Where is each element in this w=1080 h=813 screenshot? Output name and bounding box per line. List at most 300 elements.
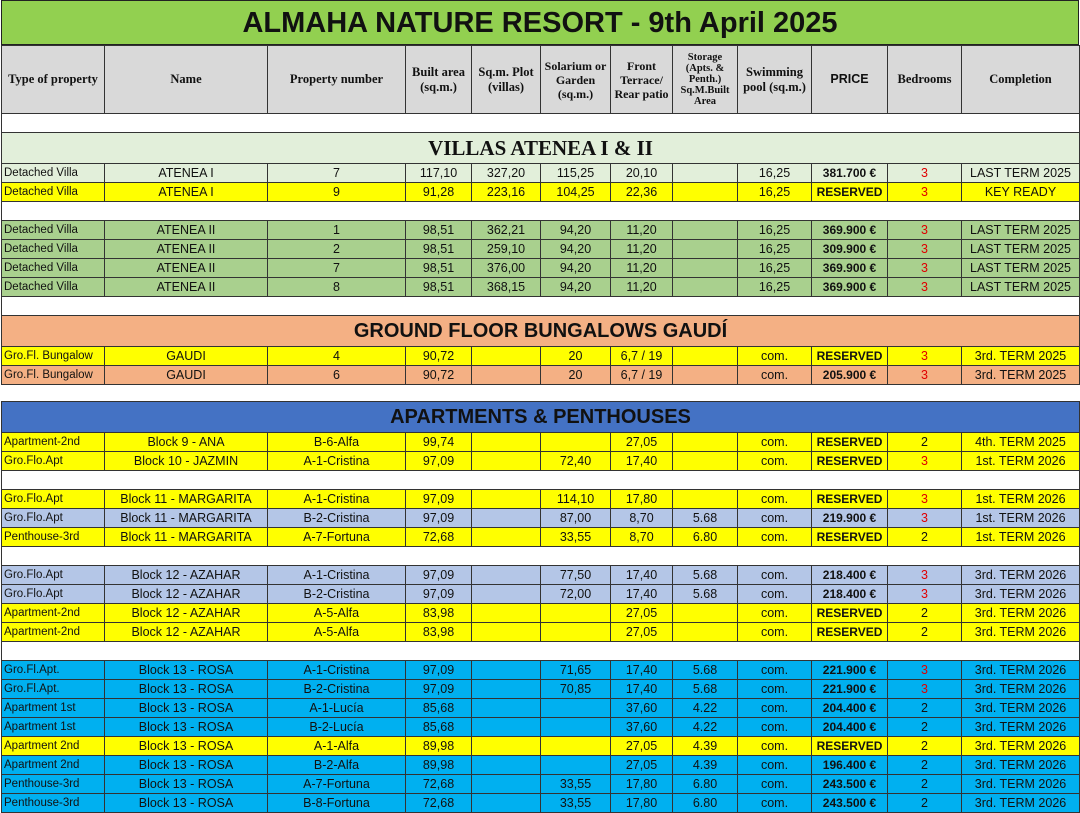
cell-name: Block 13 - ROSA <box>105 794 268 813</box>
cell-bedrooms: 3 <box>888 366 962 385</box>
section-title: APARTMENTS & PENTHOUSES <box>2 402 1080 433</box>
cell-price: RESERVED <box>812 623 888 642</box>
cell-bedrooms: 2 <box>888 794 962 813</box>
cell-name: ATENEA II <box>105 278 268 297</box>
cell-property-number: 9 <box>268 183 406 202</box>
spacer-row <box>2 297 1080 316</box>
section-title: VILLAS ATENEA I & II <box>2 133 1080 164</box>
cell-completion: 3rd. TERM 2026 <box>962 775 1080 794</box>
section-bungalows <box>2 316 1080 347</box>
cell-built-area: 98,51 <box>406 240 472 259</box>
cell-price: 309.900 € <box>812 240 888 259</box>
cell-plot <box>472 347 541 366</box>
cell-storage: 6.80 <box>673 528 738 547</box>
cell-property-number: B-2-Lucía <box>268 718 406 737</box>
cell-name: Block 13 - ROSA <box>105 699 268 718</box>
cell-type: Apartment-2nd <box>2 623 105 642</box>
cell-built-area: 97,09 <box>406 680 472 699</box>
table-row <box>2 221 1080 240</box>
cell-front-terrace: 17,80 <box>611 794 673 813</box>
cell-plot: 327,20 <box>472 164 541 183</box>
header-bedrooms: Bedrooms <box>888 46 962 114</box>
cell-storage: 4.39 <box>673 756 738 775</box>
spacer-row <box>2 385 1080 402</box>
cell-completion: 4th. TERM 2025 <box>962 433 1080 452</box>
cell-bedrooms: 3 <box>888 452 962 471</box>
cell-front-terrace: 6,7 / 19 <box>611 366 673 385</box>
cell-front-terrace: 11,20 <box>611 240 673 259</box>
cell-price: 369.900 € <box>812 278 888 297</box>
cell-type: Gro.Flo.Apt <box>2 490 105 509</box>
cell-price: 221.900 € <box>812 680 888 699</box>
header-price: PRICE <box>812 46 888 114</box>
cell-solarium <box>541 737 611 756</box>
cell-pool: com. <box>738 718 812 737</box>
cell-bedrooms: 3 <box>888 566 962 585</box>
cell-built-area: 72,68 <box>406 775 472 794</box>
cell-name: Block 13 - ROSA <box>105 680 268 699</box>
cell-solarium: 94,20 <box>541 240 611 259</box>
cell-pool: com. <box>738 775 812 794</box>
header-storage: Storage (Apts. & Penth.) Sq.M.Built Area <box>673 46 738 114</box>
cell-property-number: A-5-Alfa <box>268 623 406 642</box>
cell-built-area: 91,28 <box>406 183 472 202</box>
sheet-title: ALMAHA NATURE RESORT - 9th April 2025 <box>1 0 1079 45</box>
cell-front-terrace: 17,40 <box>611 452 673 471</box>
cell-name: ATENEA I <box>105 164 268 183</box>
cell-pool: 16,25 <box>738 278 812 297</box>
cell-solarium: 20 <box>541 366 611 385</box>
cell-property-number: B-6-Alfa <box>268 433 406 452</box>
cell-built-area: 72,68 <box>406 794 472 813</box>
table-row <box>2 585 1080 604</box>
cell-solarium <box>541 623 611 642</box>
cell-plot <box>472 718 541 737</box>
cell-completion: LAST TERM 2025 <box>962 240 1080 259</box>
cell-storage: 4.22 <box>673 718 738 737</box>
cell-plot <box>472 433 541 452</box>
cell-completion: 3rd. TERM 2026 <box>962 737 1080 756</box>
cell-type: Penthouse-3rd <box>2 528 105 547</box>
cell-built-area: 98,51 <box>406 278 472 297</box>
table-row <box>2 528 1080 547</box>
cell-pool: 16,25 <box>738 259 812 278</box>
cell-pool: com. <box>738 680 812 699</box>
cell-built-area: 97,09 <box>406 661 472 680</box>
cell-name: ATENEA II <box>105 221 268 240</box>
cell-bedrooms: 3 <box>888 221 962 240</box>
cell-storage <box>673 221 738 240</box>
cell-name: GAUDI <box>105 347 268 366</box>
cell-plot: 223,16 <box>472 183 541 202</box>
cell-built-area: 97,09 <box>406 490 472 509</box>
cell-solarium: 115,25 <box>541 164 611 183</box>
cell-front-terrace: 17,40 <box>611 585 673 604</box>
cell-price: 221.900 € <box>812 661 888 680</box>
cell-bedrooms: 2 <box>888 718 962 737</box>
cell-property-number: A-1-Alfa <box>268 737 406 756</box>
cell-built-area: 83,98 <box>406 623 472 642</box>
cell-pool: com. <box>738 585 812 604</box>
cell-completion: KEY READY <box>962 183 1080 202</box>
header-name: Name <box>105 46 268 114</box>
cell-storage <box>673 240 738 259</box>
cell-property-number: 7 <box>268 259 406 278</box>
cell-name: Block 12 - AZAHAR <box>105 566 268 585</box>
table-row <box>2 452 1080 471</box>
cell-storage <box>673 623 738 642</box>
spacer-row <box>2 471 1080 490</box>
cell-type: Detached Villa <box>2 259 105 278</box>
cell-price: RESERVED <box>812 528 888 547</box>
cell-storage <box>673 490 738 509</box>
header-plot: Sq.m. Plot (villas) <box>472 46 541 114</box>
cell-solarium: 87,00 <box>541 509 611 528</box>
cell-bedrooms: 3 <box>888 259 962 278</box>
cell-price: RESERVED <box>812 604 888 623</box>
header-completion: Completion <box>962 46 1080 114</box>
cell-built-area: 97,09 <box>406 566 472 585</box>
cell-built-area: 97,09 <box>406 585 472 604</box>
cell-completion: 3rd. TERM 2026 <box>962 680 1080 699</box>
header-pool: Swimming pool (sq.m.) <box>738 46 812 114</box>
cell-built-area: 97,09 <box>406 452 472 471</box>
cell-solarium: 72,00 <box>541 585 611 604</box>
cell-storage: 4.22 <box>673 699 738 718</box>
cell-pool: com. <box>738 528 812 547</box>
cell-completion: 3rd. TERM 2025 <box>962 347 1080 366</box>
section-title: GROUND FLOOR BUNGALOWS GAUDÍ <box>2 316 1080 347</box>
cell-solarium: 33,55 <box>541 775 611 794</box>
cell-front-terrace: 22,36 <box>611 183 673 202</box>
cell-bedrooms: 2 <box>888 604 962 623</box>
cell-bedrooms: 2 <box>888 699 962 718</box>
cell-price: RESERVED <box>812 183 888 202</box>
header-row <box>2 46 1080 114</box>
table-row <box>2 259 1080 278</box>
cell-pool: 16,25 <box>738 221 812 240</box>
table-row <box>2 347 1080 366</box>
cell-bedrooms: 2 <box>888 623 962 642</box>
cell-solarium <box>541 699 611 718</box>
cell-bedrooms: 2 <box>888 775 962 794</box>
cell-storage <box>673 278 738 297</box>
cell-front-terrace: 17,40 <box>611 661 673 680</box>
cell-pool: com. <box>738 347 812 366</box>
cell-completion: LAST TERM 2025 <box>962 164 1080 183</box>
cell-pool: com. <box>738 366 812 385</box>
cell-property-number: 7 <box>268 164 406 183</box>
cell-property-number: A-1-Cristina <box>268 490 406 509</box>
cell-name: Block 10 - JAZMIN <box>105 452 268 471</box>
table-row <box>2 433 1080 452</box>
cell-name: Block 12 - AZAHAR <box>105 604 268 623</box>
cell-front-terrace: 27,05 <box>611 604 673 623</box>
cell-name: GAUDI <box>105 366 268 385</box>
cell-front-terrace: 17,40 <box>611 680 673 699</box>
cell-built-area: 85,68 <box>406 718 472 737</box>
cell-solarium: 94,20 <box>541 221 611 240</box>
cell-plot: 259,10 <box>472 240 541 259</box>
cell-name: Block 13 - ROSA <box>105 756 268 775</box>
cell-solarium: 33,55 <box>541 794 611 813</box>
cell-completion: 3rd. TERM 2026 <box>962 699 1080 718</box>
table-row <box>2 680 1080 699</box>
cell-plot <box>472 585 541 604</box>
cell-plot <box>472 604 541 623</box>
cell-plot <box>472 775 541 794</box>
cell-front-terrace: 20,10 <box>611 164 673 183</box>
table-row <box>2 661 1080 680</box>
section-villas <box>2 133 1080 164</box>
cell-storage <box>673 347 738 366</box>
cell-solarium: 20 <box>541 347 611 366</box>
cell-pool: com. <box>738 604 812 623</box>
cell-completion: LAST TERM 2025 <box>962 221 1080 240</box>
cell-type: Apartment 1st <box>2 718 105 737</box>
cell-type: Gro.Fl. Bungalow <box>2 347 105 366</box>
cell-price: 369.900 € <box>812 221 888 240</box>
table-row <box>2 490 1080 509</box>
cell-built-area: 98,51 <box>406 221 472 240</box>
cell-plot <box>472 566 541 585</box>
cell-completion: 3rd. TERM 2026 <box>962 718 1080 737</box>
cell-price: 219.900 € <box>812 509 888 528</box>
cell-property-number: 6 <box>268 366 406 385</box>
cell-built-area: 97,09 <box>406 509 472 528</box>
cell-storage: 4.39 <box>673 737 738 756</box>
cell-property-number: 2 <box>268 240 406 259</box>
cell-plot <box>472 452 541 471</box>
cell-type: Gro.Flo.Apt <box>2 566 105 585</box>
cell-plot <box>472 680 541 699</box>
cell-price: RESERVED <box>812 347 888 366</box>
cell-solarium <box>541 718 611 737</box>
cell-completion: 3rd. TERM 2026 <box>962 566 1080 585</box>
cell-type: Gro.Fl. Bungalow <box>2 366 105 385</box>
cell-pool: com. <box>738 566 812 585</box>
cell-completion: 3rd. TERM 2026 <box>962 604 1080 623</box>
cell-bedrooms: 2 <box>888 433 962 452</box>
cell-pool: com. <box>738 794 812 813</box>
cell-storage <box>673 366 738 385</box>
cell-type: Apartment-2nd <box>2 604 105 623</box>
cell-property-number: B-2-Alfa <box>268 756 406 775</box>
cell-bedrooms: 3 <box>888 661 962 680</box>
cell-front-terrace: 11,20 <box>611 221 673 240</box>
cell-solarium: 104,25 <box>541 183 611 202</box>
cell-pool: com. <box>738 433 812 452</box>
cell-price: 218.400 € <box>812 585 888 604</box>
cell-pool: com. <box>738 737 812 756</box>
cell-pool: com. <box>738 623 812 642</box>
cell-price: RESERVED <box>812 490 888 509</box>
cell-storage: 6.80 <box>673 775 738 794</box>
cell-price: RESERVED <box>812 433 888 452</box>
cell-property-number: 8 <box>268 278 406 297</box>
cell-plot <box>472 756 541 775</box>
cell-front-terrace: 17,40 <box>611 566 673 585</box>
cell-price: 205.900 € <box>812 366 888 385</box>
cell-bedrooms: 3 <box>888 347 962 366</box>
cell-front-terrace: 17,80 <box>611 775 673 794</box>
cell-price: 204.400 € <box>812 699 888 718</box>
cell-name: Block 11 - MARGARITA <box>105 490 268 509</box>
header-type: Type of property <box>2 46 105 114</box>
cell-price: 218.400 € <box>812 566 888 585</box>
section-apartments <box>2 402 1080 433</box>
cell-type: Gro.Fl.Apt. <box>2 661 105 680</box>
cell-property-number: A-1-Cristina <box>268 661 406 680</box>
cell-built-area: 89,98 <box>406 737 472 756</box>
cell-storage <box>673 604 738 623</box>
cell-completion: 3rd. TERM 2026 <box>962 794 1080 813</box>
table-row <box>2 623 1080 642</box>
cell-completion: 1st. TERM 2026 <box>962 490 1080 509</box>
cell-type: Detached Villa <box>2 183 105 202</box>
cell-completion: LAST TERM 2025 <box>962 278 1080 297</box>
spacer-row <box>2 202 1080 221</box>
cell-price: 243.500 € <box>812 794 888 813</box>
cell-property-number: B-2-Cristina <box>268 585 406 604</box>
cell-pool: com. <box>738 756 812 775</box>
cell-storage <box>673 452 738 471</box>
cell-solarium: 77,50 <box>541 566 611 585</box>
cell-bedrooms: 3 <box>888 585 962 604</box>
cell-storage <box>673 164 738 183</box>
cell-completion: 3rd. TERM 2025 <box>962 366 1080 385</box>
cell-price: 369.900 € <box>812 259 888 278</box>
cell-property-number: A-1-Cristina <box>268 452 406 471</box>
cell-type: Gro.Flo.Apt <box>2 585 105 604</box>
cell-built-area: 98,51 <box>406 259 472 278</box>
cell-front-terrace: 6,7 / 19 <box>611 347 673 366</box>
cell-solarium: 70,85 <box>541 680 611 699</box>
header-solarium: Solarium or Garden (sq.m.) <box>541 46 611 114</box>
cell-bedrooms: 3 <box>888 164 962 183</box>
cell-completion: LAST TERM 2025 <box>962 259 1080 278</box>
cell-property-number: A-7-Fortuna <box>268 528 406 547</box>
table-row <box>2 699 1080 718</box>
cell-name: Block 11 - MARGARITA <box>105 528 268 547</box>
cell-property-number: 1 <box>268 221 406 240</box>
cell-property-number: B-2-Cristina <box>268 680 406 699</box>
price-table <box>1 45 1080 813</box>
cell-built-area: 99,74 <box>406 433 472 452</box>
cell-property-number: B-8-Fortuna <box>268 794 406 813</box>
cell-bedrooms: 3 <box>888 183 962 202</box>
cell-plot: 376,00 <box>472 259 541 278</box>
cell-front-terrace: 8,70 <box>611 528 673 547</box>
cell-price: 196.400 € <box>812 756 888 775</box>
cell-built-area: 72,68 <box>406 528 472 547</box>
cell-name: Block 13 - ROSA <box>105 775 268 794</box>
cell-storage <box>673 433 738 452</box>
cell-type: Gro.Flo.Apt <box>2 452 105 471</box>
table-row <box>2 737 1080 756</box>
cell-price: RESERVED <box>812 452 888 471</box>
cell-property-number: A-5-Alfa <box>268 604 406 623</box>
cell-pool: com. <box>738 452 812 471</box>
cell-bedrooms: 2 <box>888 737 962 756</box>
cell-built-area: 85,68 <box>406 699 472 718</box>
cell-plot <box>472 490 541 509</box>
header-property-number: Property number <box>268 46 406 114</box>
cell-storage: 6.80 <box>673 794 738 813</box>
cell-name: ATENEA II <box>105 240 268 259</box>
cell-plot <box>472 528 541 547</box>
cell-solarium: 71,65 <box>541 661 611 680</box>
cell-completion: 3rd. TERM 2026 <box>962 661 1080 680</box>
spacer-row <box>2 547 1080 566</box>
cell-front-terrace: 17,80 <box>611 490 673 509</box>
cell-property-number: 4 <box>268 347 406 366</box>
cell-plot <box>472 661 541 680</box>
cell-type: Penthouse-3rd <box>2 775 105 794</box>
cell-storage: 5.68 <box>673 680 738 699</box>
cell-bedrooms: 2 <box>888 756 962 775</box>
table-row <box>2 566 1080 585</box>
table-row <box>2 278 1080 297</box>
cell-solarium: 33,55 <box>541 528 611 547</box>
table-row <box>2 775 1080 794</box>
cell-built-area: 90,72 <box>406 366 472 385</box>
table-row <box>2 164 1080 183</box>
cell-property-number: A-1-Cristina <box>268 566 406 585</box>
cell-storage <box>673 183 738 202</box>
table-row <box>2 366 1080 385</box>
cell-solarium: 94,20 <box>541 278 611 297</box>
table-row <box>2 183 1080 202</box>
cell-name: ATENEA II <box>105 259 268 278</box>
cell-bedrooms: 2 <box>888 528 962 547</box>
cell-property-number: B-2-Cristina <box>268 509 406 528</box>
cell-name: Block 13 - ROSA <box>105 718 268 737</box>
cell-front-terrace: 27,05 <box>611 433 673 452</box>
cell-price: 381.700 € <box>812 164 888 183</box>
cell-bedrooms: 3 <box>888 278 962 297</box>
table-row <box>2 756 1080 775</box>
cell-name: ATENEA I <box>105 183 268 202</box>
cell-pool: com. <box>738 661 812 680</box>
table-row <box>2 604 1080 623</box>
cell-pool: 16,25 <box>738 240 812 259</box>
cell-property-number: A-1-Lucía <box>268 699 406 718</box>
cell-storage: 5.68 <box>673 509 738 528</box>
cell-name: Block 13 - ROSA <box>105 737 268 756</box>
cell-front-terrace: 11,20 <box>611 259 673 278</box>
cell-name: Block 9 - ANA <box>105 433 268 452</box>
table-row <box>2 718 1080 737</box>
cell-solarium <box>541 604 611 623</box>
cell-type: Gro.Flo.Apt <box>2 509 105 528</box>
cell-storage <box>673 259 738 278</box>
cell-completion: 3rd. TERM 2026 <box>962 756 1080 775</box>
cell-type: Detached Villa <box>2 240 105 259</box>
cell-completion: 3rd. TERM 2026 <box>962 623 1080 642</box>
cell-name: Block 13 - ROSA <box>105 661 268 680</box>
cell-name: Block 12 - AZAHAR <box>105 623 268 642</box>
cell-completion: 1st. TERM 2026 <box>962 452 1080 471</box>
cell-built-area: 90,72 <box>406 347 472 366</box>
header-front-terrace: Front Terrace/ Rear patio <box>611 46 673 114</box>
cell-type: Apartment 2nd <box>2 756 105 775</box>
cell-plot <box>472 737 541 756</box>
cell-type: Apartment 2nd <box>2 737 105 756</box>
cell-built-area: 83,98 <box>406 604 472 623</box>
cell-completion: 3rd. TERM 2026 <box>962 585 1080 604</box>
cell-front-terrace: 27,05 <box>611 623 673 642</box>
